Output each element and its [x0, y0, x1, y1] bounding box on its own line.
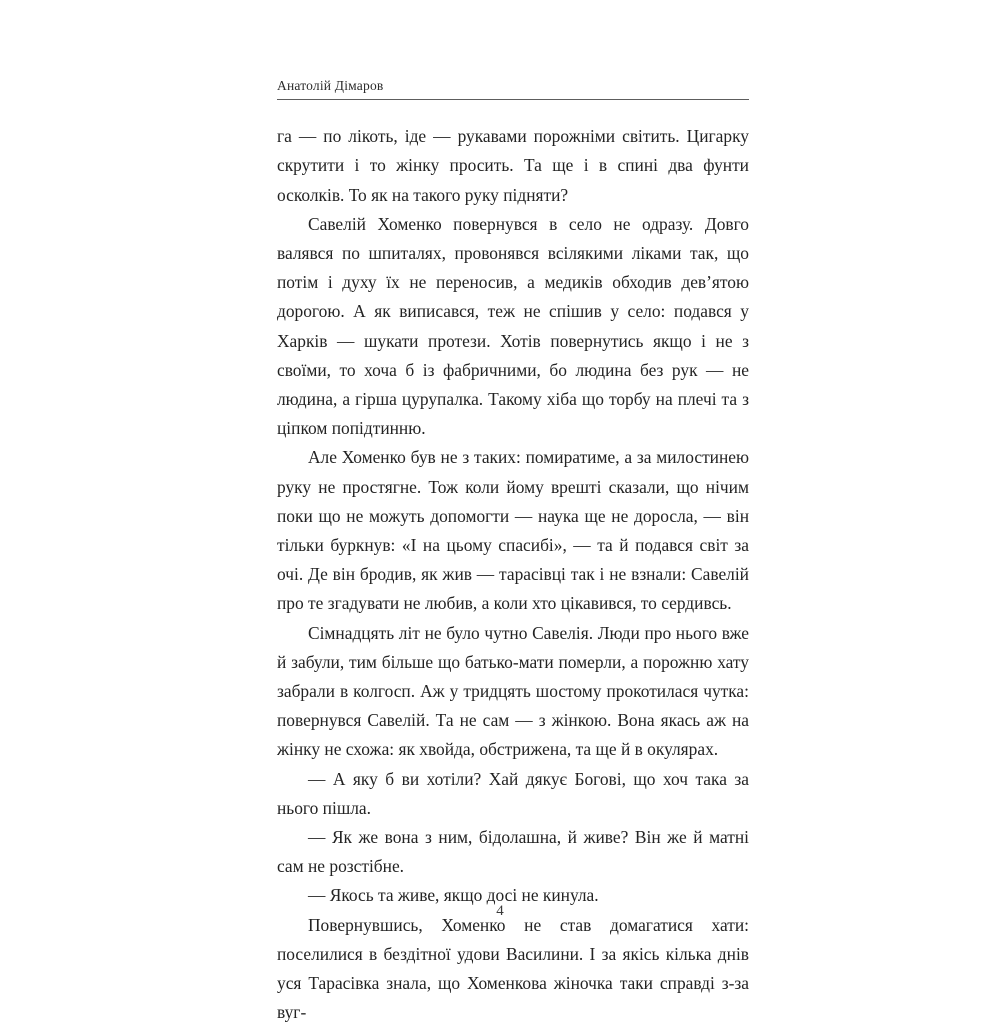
- running-head: Анатолій Дімаров: [277, 78, 384, 93]
- dialogue-paragraph: — А яку б ви хотіли? Хай дякує Богові, що хоч така за нього пішла.: [277, 768, 749, 818]
- body-paragraph: Савелій Хоменко повернувся в село не одразу. Довго валявся по шпиталях, провонявся всілякими ліками так, що потім і духу їх не переносив, а медиків обходив дев’ятою дорогою. А як виписався, теж не спішив у село: подався у Харків — шукати протези. Хотів повернутись якщо і не з своїми, то хоча б із фабричними, бо людина без рук — не людина, а гірша цурупалка. Такому хіба що торбу на плечі та з ціпком попідтинню.: [277, 213, 749, 439]
- body-paragraph: Повернувшись, Хоменко не став домагатися хати: поселилися в бездітної удови Василини. І за якісь кілька днів уся Тарасівка знала, що Хоменкова жіночка таки справді з-за вуг-: [277, 914, 749, 1023]
- page-content: [277, 78, 749, 1027]
- body-paragraph: га — по лікоть, іде — рукавами порожніми світить. Цигарку скрутити і то жінку просить. Та ще і в спині два фунти осколків. То як на такого руку підняти?: [277, 126, 749, 205]
- body-paragraph: Сімнадцять літ не було чутно Савелія. Люди про нього вже й забули, тим більше що батько-мати померли, а порожню хату забрали в колгосп. Аж у тридцять шостому прокотилася чутка: повернувся Савелій. Та не сам — з жінкою. Вона якась аж на жінку не схожа: як хвойда, обстрижена, та ще й в окулярах.: [277, 622, 749, 760]
- page-number: 4: [496, 903, 504, 919]
- dialogue-paragraph: — Як же вона з ним, бідолашна, й живе? Він же й матні сам не розстібне.: [277, 827, 749, 877]
- dialogue-paragraph: — Якось та живе, якщо досі не кинула.: [308, 885, 599, 906]
- body-text-block: [277, 122, 749, 1027]
- body-paragraph: Але Хоменко був не з таких: помиратиме, а за милостинею руку не простягне. Тож коли йому врешті сказали, що нічим поки що не можуть допомогти — наука ще не доросла, — він тільки буркнув: «І на цьому спасибі», — та й подався світ за очі. Де він бродив, як жив — тарасівці так і не взнали: Савелій про те згадувати не любив, а коли хто цікавився, то сердивсь.: [277, 447, 749, 614]
- header-rule: [277, 99, 749, 100]
